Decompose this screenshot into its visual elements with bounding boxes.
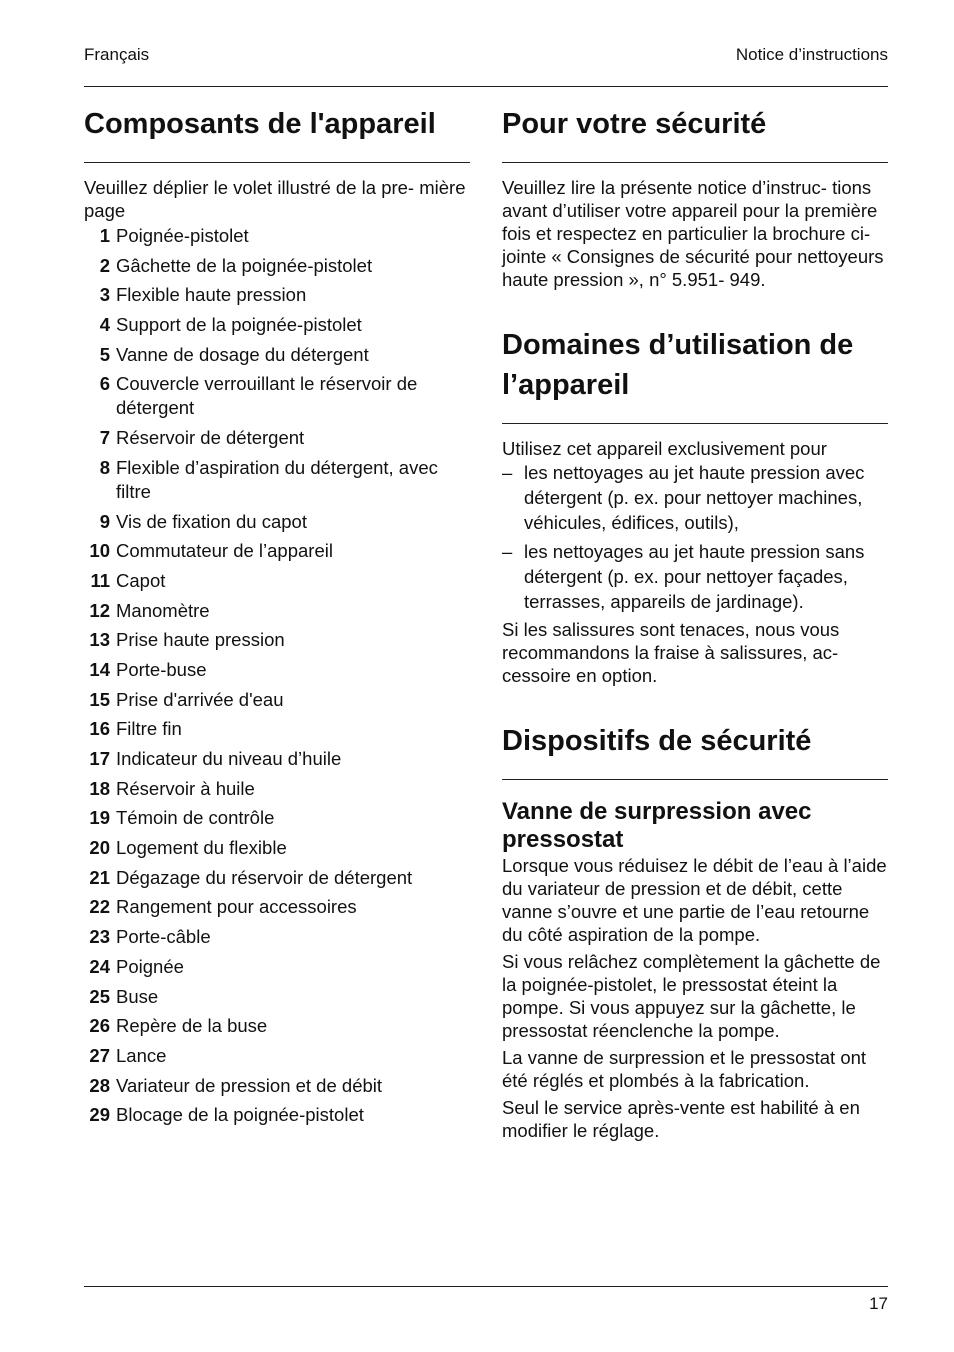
safety-section	[502, 104, 888, 291]
component-number: 12	[89, 599, 110, 621]
component-item	[84, 569, 470, 593]
component-item	[84, 539, 470, 563]
component-number: 2	[99, 254, 110, 276]
component-number: 9	[99, 510, 110, 532]
usage-intro: Utilisez cet appareil exclusivement pour	[502, 438, 827, 459]
component-number: 20	[89, 837, 110, 859]
component-number: 4	[99, 314, 110, 336]
component-item	[84, 866, 470, 890]
component-label: Repère de la buse	[116, 1015, 268, 1037]
component-item	[84, 925, 470, 949]
component-item	[84, 628, 470, 652]
component-number: 18	[89, 777, 110, 799]
component-item	[84, 283, 470, 307]
component-label: Gâchette de la poignée-pistolet	[116, 254, 373, 276]
component-label: Couvercle verrouillant le réservoir de détergent	[116, 373, 418, 419]
component-item	[84, 895, 470, 919]
component-label: Témoin de contrôle	[116, 807, 275, 829]
component-item	[84, 254, 470, 278]
component-item	[84, 955, 470, 979]
devices-paragraph: Seul le service après-vente est habilité à en modifier le réglage.	[502, 1097, 860, 1141]
component-item	[84, 777, 470, 801]
devices-paragraph: La vanne de surpression et le pressostat ont été réglés et plombés à la fabrication.	[502, 1047, 867, 1091]
component-label: Réservoir à huile	[116, 777, 255, 799]
component-number: 11	[90, 569, 110, 591]
component-label: Réservoir de détergent	[116, 427, 305, 449]
component-label: Commutateur de l’appareil	[116, 540, 333, 562]
component-label: Indicateur du niveau d’huile	[116, 748, 342, 769]
components-list	[84, 224, 470, 1127]
component-number: 23	[89, 926, 110, 948]
component-item	[84, 1103, 470, 1127]
component-label: Dégazage du réservoir de détergent	[116, 866, 413, 888]
devices-heading: Dispositifs de sécurité	[502, 721, 888, 780]
dash-bullet: –	[502, 462, 513, 483]
component-number: 22	[89, 896, 110, 918]
component-item	[84, 456, 470, 504]
component-label: Flexible d’aspiration du détergent, avec filtre	[116, 456, 438, 502]
component-number: 17	[89, 748, 110, 769]
component-label: Buse	[116, 985, 159, 1007]
component-item	[84, 1074, 470, 1098]
component-label: Rangement pour accessoires	[116, 896, 357, 918]
component-item	[84, 426, 470, 450]
usage-section	[502, 325, 888, 687]
component-label: Prise haute pression	[116, 629, 285, 651]
component-item	[84, 747, 470, 771]
component-item	[84, 510, 470, 534]
component-number: 6	[99, 373, 110, 395]
component-number: 29	[89, 1104, 110, 1126]
component-number: 7	[99, 427, 110, 449]
devices-paragraph: Lorsque vous réduisez le débit de l’eau à l’aide du variateur de pression et de débit, cette vanne s’ouvre et une partie de l’eau retourne du côté aspiration de la pompe.	[502, 855, 887, 945]
component-number: 28	[89, 1074, 110, 1096]
component-label: Porte-buse	[116, 658, 207, 680]
component-number: 1	[99, 225, 110, 246]
component-label: Manomètre	[116, 599, 210, 621]
component-item	[84, 224, 470, 248]
usage-outro: Si les salissures sont tenaces, nous vous recommandons la fraise à salissures, ac- cessoire en option.	[502, 619, 840, 686]
component-number: 19	[89, 807, 110, 829]
component-label: Porte-câble	[116, 926, 211, 948]
component-label: Variateur de pression et de débit	[116, 1074, 383, 1096]
component-item	[84, 1044, 470, 1068]
component-number: 13	[89, 629, 110, 651]
component-item	[84, 372, 470, 420]
usage-list-item	[502, 539, 888, 614]
usage-heading: Domaines d’utilisation de l’appareil	[502, 325, 888, 424]
component-item	[84, 836, 470, 860]
component-item	[84, 343, 470, 367]
component-number: 14	[89, 658, 110, 680]
component-label: Support de la poignée-pistolet	[116, 314, 362, 336]
component-item	[84, 806, 470, 830]
component-item	[84, 658, 470, 682]
components-heading: Composants de l'appareil	[84, 104, 470, 163]
component-number: 27	[89, 1044, 110, 1066]
right-column	[502, 104, 888, 1142]
safety-heading: Pour votre sécurité	[502, 104, 888, 163]
component-item	[84, 985, 470, 1009]
safety-text: Veuillez lire la présente notice d’instruc- tions avant d’utiliser votre appareil pour la première fois et respectez en particulier la brochure ci-jointe « Consignes de sécurité pour nettoyeurs haute pression », n° 5.951- 949.	[502, 177, 884, 290]
header-divider	[84, 86, 888, 87]
component-label: Blocage de la poignée-pistolet	[116, 1104, 364, 1126]
component-number: 24	[89, 955, 110, 977]
footer-divider	[84, 1286, 888, 1287]
component-item	[84, 688, 470, 712]
component-label: Poignée-pistolet	[116, 225, 249, 246]
component-item	[84, 313, 470, 337]
usage-item-text: les nettoyages au jet haute pression avec détergent (p. ex. pour nettoyer machines, véhicules, édifices, outils),	[524, 462, 865, 533]
component-item	[84, 599, 470, 623]
component-number: 21	[89, 866, 110, 888]
usage-item-text: les nettoyages au jet haute pression sans détergent (p. ex. pour nettoyer façades, terrasses, appareils de jardinage).	[524, 541, 865, 612]
component-number: 3	[99, 284, 110, 306]
component-number: 16	[89, 718, 110, 740]
devices-paragraph: Si vous relâchez complètement la gâchette de la poignée-pistolet, le pressostat éteint la pompe. Si vous appuyez sur la gâchette, le pressostat réenclenche la pompe.	[502, 951, 881, 1041]
header-doc-title: Notice d’instructions	[735, 45, 888, 64]
dash-bullet: –	[502, 541, 513, 562]
left-column	[84, 104, 470, 1133]
header-language: Français	[84, 45, 150, 64]
component-item	[84, 1014, 470, 1038]
component-label: Flexible haute pression	[116, 284, 307, 306]
devices-section	[502, 721, 888, 1142]
component-label: Capot	[116, 569, 166, 591]
component-item	[84, 717, 470, 741]
page-number: 17	[869, 1294, 888, 1313]
component-label: Vis de fixation du capot	[116, 510, 307, 532]
component-label: Logement du flexible	[116, 837, 287, 859]
devices-subheading: Vanne de surpression avec pressostat	[502, 798, 812, 853]
component-number: 26	[89, 1015, 110, 1037]
component-label: Vanne de dosage du détergent	[116, 343, 369, 365]
component-number: 15	[89, 688, 110, 710]
usage-list-item	[502, 460, 888, 535]
component-number: 8	[99, 456, 110, 478]
component-label: Prise d'arrivée d'eau	[116, 688, 284, 710]
component-number: 10	[89, 540, 110, 562]
usage-list	[502, 460, 888, 614]
component-number: 25	[89, 985, 110, 1007]
components-intro: Veuillez déplier le volet illustré de la pre- mière page	[84, 177, 466, 221]
component-label: Filtre fin	[116, 718, 182, 740]
component-number: 5	[99, 343, 110, 365]
component-label: Poignée	[116, 955, 184, 977]
component-label: Lance	[116, 1044, 167, 1066]
